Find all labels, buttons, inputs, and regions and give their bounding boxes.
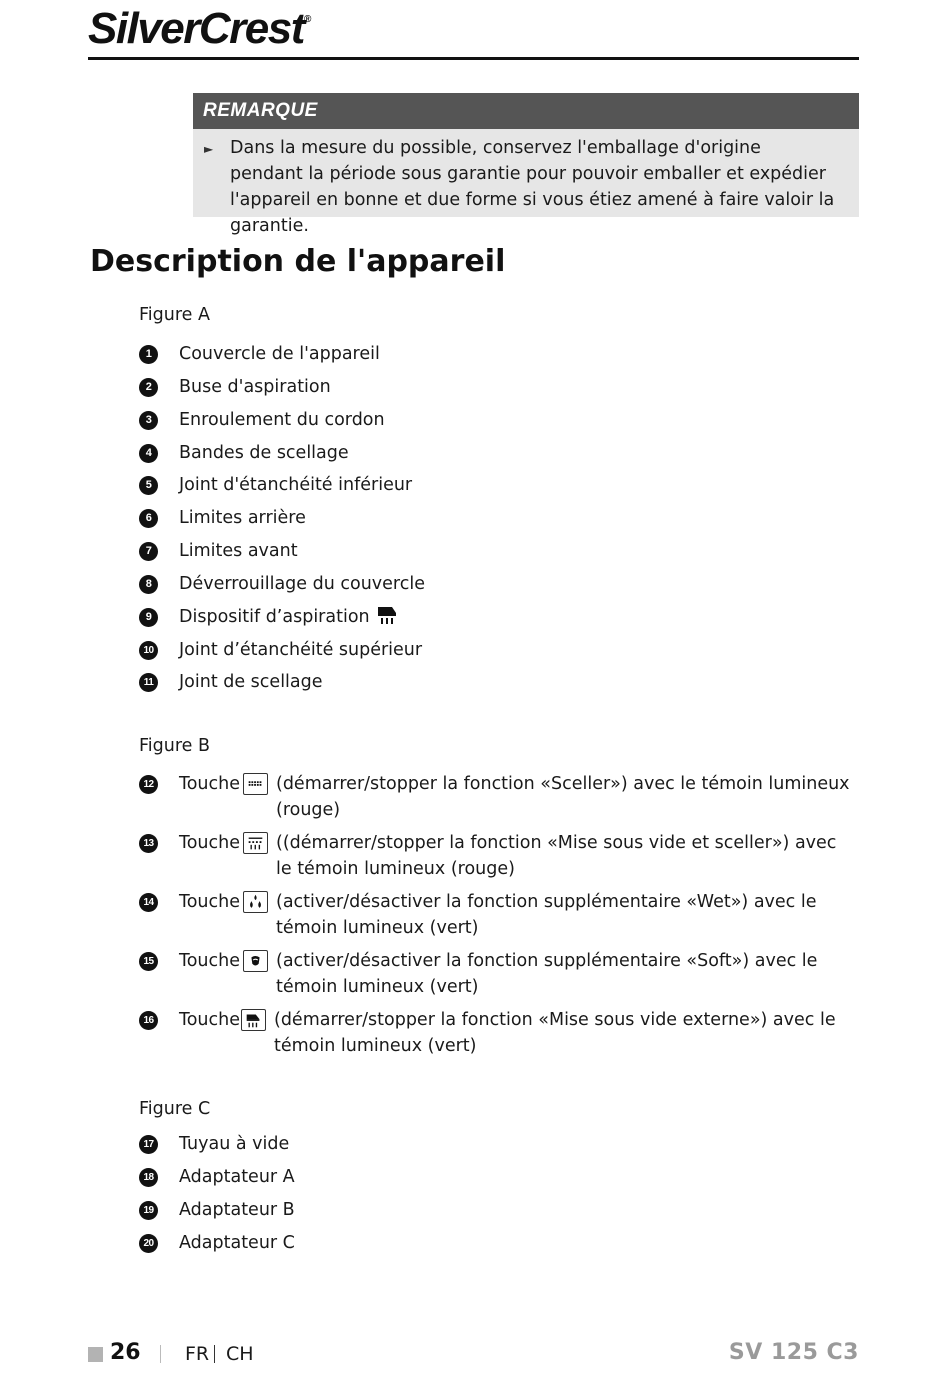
touche-label: Touche [179, 1010, 240, 1030]
button-description-text: (activer/désactiver la fonction supplémentaire «Soft») avec le témoin lumineux (vert) [276, 951, 818, 997]
item-number: 12 [139, 775, 158, 794]
item-number: 2 [139, 378, 158, 397]
touche-label: Touche [179, 892, 240, 912]
bullet-arrow-icon: ► [204, 142, 214, 156]
item-number: 13 [139, 834, 158, 853]
button-description-text: (activer/désactiver la fonction supplémentaire «Wet») avec le témoin lumineux (vert) [276, 892, 817, 938]
item-number: 8 [139, 575, 158, 594]
item-label: Tuyau à vide [179, 1134, 290, 1154]
external-vacuum-icon [241, 1009, 266, 1031]
button-description [139, 830, 859, 882]
figure-a-label: Figure A [139, 305, 210, 325]
item-label: Adaptateur B [179, 1200, 295, 1220]
item-label: Adaptateur C [179, 1233, 295, 1253]
item-label: Joint de scellage [179, 672, 323, 692]
soft-icon [243, 950, 268, 972]
footer-square-icon [88, 1347, 103, 1362]
item-label: Couvercle de l'appareil [179, 344, 380, 364]
item-label: Dispositif d’aspiration [179, 607, 370, 627]
item-number: 9 [139, 608, 158, 627]
button-description [139, 889, 859, 941]
item-number: 6 [139, 509, 158, 528]
footer-country: CH [226, 1343, 254, 1365]
touche-label: Touche [179, 833, 240, 853]
item-number: 19 [139, 1201, 158, 1220]
item-number: 17 [139, 1135, 158, 1154]
footer-language: FR [185, 1343, 210, 1365]
note-heading: REMARQUE [193, 93, 859, 129]
item-label: Buse d'aspiration [179, 377, 331, 397]
model-number: SV 125 C3 [728, 1340, 859, 1365]
brand-logo [88, 4, 311, 54]
vacuum-pump-icon [376, 605, 398, 625]
item-label: Bandes de scellage [179, 443, 349, 463]
note-body [193, 129, 859, 239]
item-label: Limites avant [179, 541, 298, 561]
item-number: 1 [139, 345, 158, 364]
brand-registered-mark: ® [303, 14, 312, 25]
header-rule [88, 57, 859, 60]
note-box [193, 93, 859, 236]
button-description-text: ((démarrer/stopper la fonction «Mise sous vide et sceller») avec le témoin lumineux (rouge) [276, 833, 837, 879]
touche-label: Touche [179, 951, 240, 971]
item-label: Enroulement du cordon [179, 410, 385, 430]
button-description-text: (démarrer/stopper la fonction «Sceller») avec le témoin lumineux (rouge) [276, 774, 850, 820]
item-label-with-icon [179, 604, 398, 630]
touche-label: Touche [179, 774, 240, 794]
note-text: Dans la mesure du possible, conservez l'emballage d'origine pendant la période sous garantie pour pouvoir emballer et expédier l'appareil en bonne et due forme si vous étiez amené à faire valoir la garantie. [230, 138, 835, 236]
item-number: 11 [139, 673, 158, 692]
item-number: 10 [139, 641, 158, 660]
figure-b-label: Figure B [139, 736, 210, 756]
item-number: 14 [139, 893, 158, 912]
footer-divider [214, 1345, 215, 1363]
brand-name: SilverCrest [88, 4, 304, 53]
item-number: 20 [139, 1234, 158, 1253]
vacuum-seal-icon [243, 832, 268, 854]
button-description [139, 771, 859, 823]
button-description-text: (démarrer/stopper la fonction «Mise sous vide externe») avec le témoin lumineux (vert) [274, 1010, 836, 1056]
figure-c-label: Figure C [139, 1099, 211, 1119]
item-number: 18 [139, 1168, 158, 1187]
item-label: Joint d'étanchéité inférieur [179, 475, 413, 495]
item-number: 5 [139, 476, 158, 495]
item-number: 7 [139, 542, 158, 561]
item-label: Joint d’étanchéité supérieur [179, 640, 423, 660]
footer-divider [160, 1345, 161, 1363]
page-title: Description de l'appareil [90, 244, 506, 279]
wet-drops-icon [243, 891, 268, 913]
page-footer [0, 1340, 950, 1370]
item-number: 3 [139, 411, 158, 430]
item-label: Adaptateur A [179, 1167, 295, 1187]
item-label: Déverrouillage du couvercle [179, 574, 425, 594]
page-number: 26 [110, 1340, 141, 1365]
item-number: 4 [139, 444, 158, 463]
item-number: 16 [139, 1011, 158, 1030]
item-number: 15 [139, 952, 158, 971]
button-description [139, 1007, 859, 1059]
button-description [139, 948, 859, 1000]
item-label: Limites arrière [179, 508, 306, 528]
seal-icon [243, 773, 268, 795]
